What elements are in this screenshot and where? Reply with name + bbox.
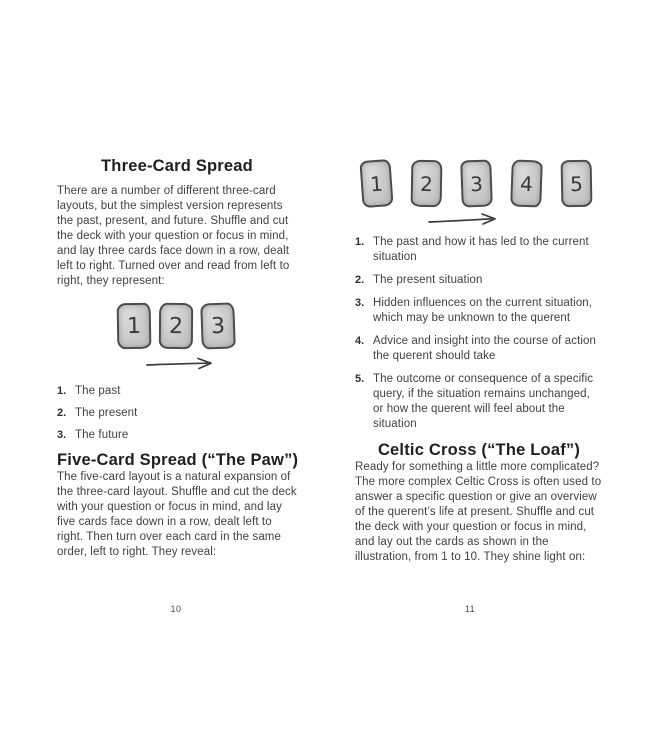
celtic-cross-intro: Ready for something a little more complicated? The more complex Celtic Cross is often used to answer a specific question or give an overview of the querent’s life at present. Shuffle and cut the deck with your question or focus in mind, and lay out the cards as shown in the illustration, from 1 to 10. They shine light on: [355, 461, 602, 563]
tarot-card-2 [159, 303, 193, 349]
three-card-illustration [117, 303, 297, 349]
left-to-right-arrow-icon [145, 356, 297, 370]
card-number-label: 4 [519, 171, 534, 196]
three-card-list [57, 384, 297, 443]
page-number-right: 11 [464, 604, 476, 614]
list-number: 1. [355, 236, 365, 248]
card-number-label: 1 [126, 313, 142, 339]
card-number-label: 2 [419, 171, 434, 196]
card-number-label: 3 [469, 171, 484, 196]
card-number-label: 1 [369, 171, 384, 196]
list-number: 5. [355, 373, 365, 385]
list-item [355, 372, 603, 432]
list-text: The past and how it has led to the current situation [373, 236, 589, 263]
list-number: 3. [355, 297, 365, 309]
list-item [355, 273, 603, 288]
celtic-cross-title: Celtic Cross (“The Loaf”) [377, 441, 581, 459]
list-text: The past [75, 385, 121, 397]
five-card-list [355, 235, 603, 432]
tarot-card-3 [200, 302, 236, 349]
list-item [57, 384, 297, 399]
list-text: The outcome or consequence of a specific query, if the situation remains unchanged, or how the querent will feel about the situation [373, 373, 594, 430]
right-page [355, 155, 603, 565]
list-item [57, 406, 297, 421]
three-card-spread-title: Three-Card Spread [101, 157, 253, 175]
list-item [57, 428, 297, 443]
list-number: 2. [355, 274, 365, 286]
card-number-label: 3 [210, 313, 226, 339]
five-card-intro: The five-card layout is a natural expansion of the three-card layout. Shuffle and cut the deck with your question or focus in mind, and lay five cards face down in a row, dealt left to right. Then turn over each card in the same order, left to right. They reveal: [57, 471, 297, 558]
list-text: The present situation [373, 274, 483, 286]
tarot-card-1 [117, 303, 152, 350]
tarot-card-1 [359, 159, 393, 208]
list-number: 1. [57, 385, 67, 397]
five-card-illustration [361, 160, 603, 207]
list-item [355, 296, 603, 326]
list-item [355, 235, 603, 265]
card-number-label: 2 [168, 313, 184, 339]
left-to-right-arrow-icon [427, 212, 603, 226]
list-text: The present [75, 407, 138, 419]
left-page [57, 156, 297, 560]
list-text: Advice and insight into the course of action the querent should take [373, 335, 597, 362]
tarot-card-5 [561, 160, 593, 208]
five-card-spread-title: Five-Card Spread (“The Paw”) [57, 451, 299, 469]
tarot-card-2 [411, 160, 443, 208]
tarot-card-4 [510, 159, 543, 207]
list-number: 3. [57, 429, 67, 441]
three-card-intro: There are a number of different three-card layouts, but the simplest version represents the past, present, and future. Shuffle and cut the deck with your question or focus in mind, and lay three cards face down in a row, dealt left to right. Turned over and read from left to right, they represent: [57, 185, 290, 287]
list-text: Hidden influences on the current situation, which may be unknown to the querent [373, 297, 593, 324]
list-text: The future [75, 429, 129, 441]
card-number-label: 5 [569, 171, 584, 196]
list-number: 4. [355, 335, 365, 347]
list-number: 2. [57, 407, 67, 419]
tarot-card-3 [460, 159, 493, 207]
list-item [355, 334, 603, 364]
page-number-left: 10 [170, 604, 182, 614]
